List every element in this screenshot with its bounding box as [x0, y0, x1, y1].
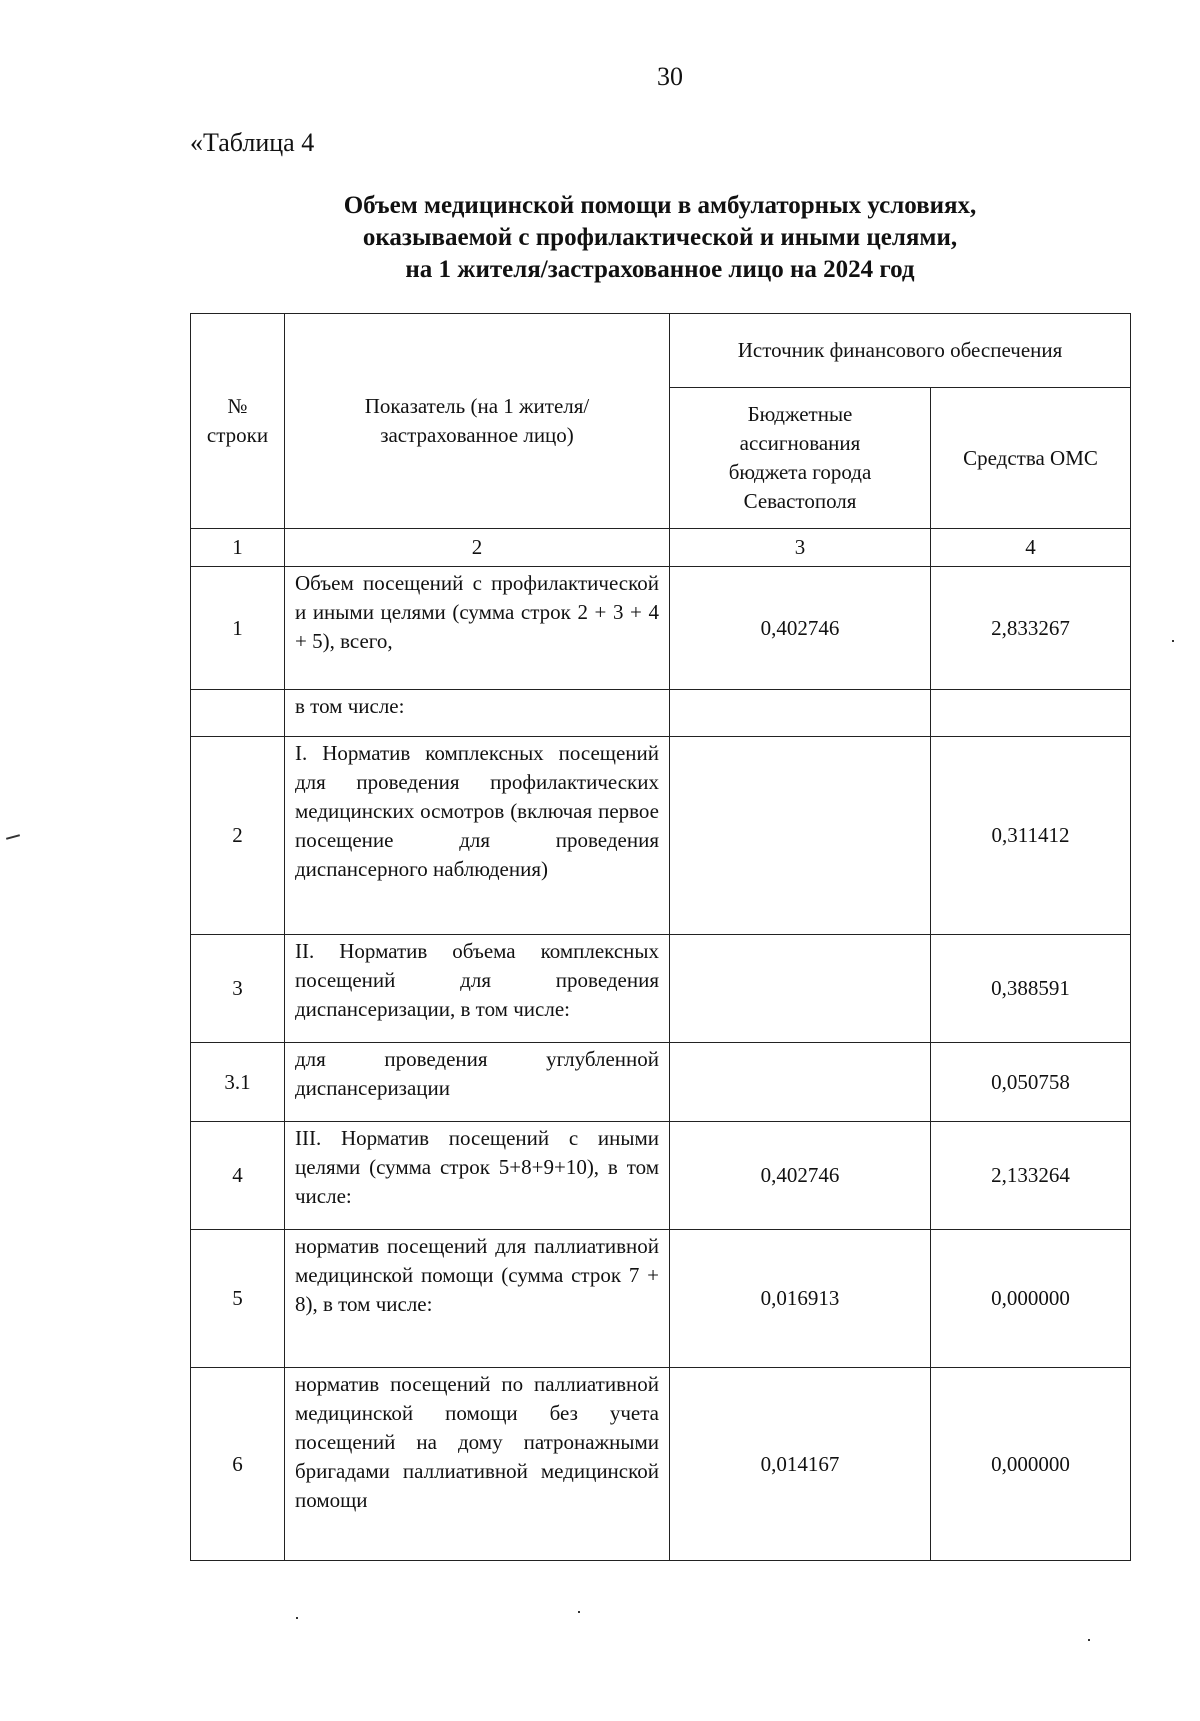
row-oms-value: 0,388591 — [931, 935, 1131, 1043]
row-number: 3.1 — [191, 1043, 285, 1122]
volume-table — [190, 313, 1131, 1561]
header-row-number: № строки — [191, 314, 285, 529]
row-number: 5 — [191, 1230, 285, 1368]
row-oms-value: 2,133264 — [931, 1122, 1131, 1230]
row-budget-value — [670, 935, 931, 1043]
table-label: «Таблица 4 — [190, 128, 315, 157]
table-row — [191, 567, 1131, 690]
column-number-1: 1 — [191, 529, 285, 567]
row-indicator: в том числе: — [285, 690, 670, 737]
row-number — [191, 690, 285, 737]
table-row — [191, 935, 1131, 1043]
row-budget-value — [670, 690, 931, 737]
document-title — [190, 190, 1130, 286]
header-row-1 — [191, 314, 1131, 388]
row-oms-value: 2,833267 — [931, 567, 1131, 690]
column-number-row — [191, 529, 1131, 567]
row-oms-value — [931, 690, 1131, 737]
row-indicator: III. Норматив посещений с иными целями (сумма строк 5+8+9+10), в том числе: — [285, 1122, 670, 1230]
scan-speck — [296, 1617, 298, 1619]
row-indicator: Объем посещений с профилактической и иными целями (сумма строк 2 + 3 + 4 + 5), всего, — [285, 567, 670, 690]
row-indicator: I. Норматив комплексных посещений для проведения профилактических медицинских осмотров (включая первое посещение для проведения диспансерного наблюдения) — [285, 737, 670, 935]
row-indicator: для проведения углубленной диспансеризации — [285, 1043, 670, 1122]
scan-speck — [1088, 1639, 1090, 1641]
table-row — [191, 1122, 1131, 1230]
row-budget-value: 0,402746 — [670, 567, 931, 690]
row-oms-value: 0,311412 — [931, 737, 1131, 935]
header-oms: Средства ОМС — [931, 388, 1131, 529]
column-number-2: 2 — [285, 529, 670, 567]
row-budget-value: 0,014167 — [670, 1368, 931, 1561]
title-line-2: оказываемой с профилактической и иными целями, — [362, 224, 958, 251]
table-row — [191, 737, 1131, 935]
row-number: 2 — [191, 737, 285, 935]
table-row — [191, 1230, 1131, 1368]
header-budget: Бюджетные ассигнования бюджета города Севастополя — [670, 388, 931, 529]
row-oms-value: 0,000000 — [931, 1230, 1131, 1368]
table-row — [191, 1043, 1131, 1122]
row-budget-value — [670, 1043, 931, 1122]
scan-speck — [1172, 640, 1174, 642]
page-number: 30 — [657, 62, 683, 91]
row-budget-value: 0,016913 — [670, 1230, 931, 1368]
title-line-3: на 1 жителя/застрахованное лицо на 2024 год — [405, 256, 915, 283]
scan-speck — [578, 1611, 580, 1613]
header-indicator: Показатель (на 1 жителя/застрахованное лицо) — [285, 314, 670, 529]
row-number: 4 — [191, 1122, 285, 1230]
table-row — [191, 1368, 1131, 1561]
header-funding-source: Источник финансового обеспечения — [670, 314, 1131, 388]
row-number: 3 — [191, 935, 285, 1043]
row-indicator: II. Норматив объема комплексных посещений для проведения диспансеризации, в том числе: — [285, 935, 670, 1043]
row-indicator: норматив посещений по паллиативной медицинской помощи без учета посещений на дому патронажными бригадами паллиативной медицинской помощи — [285, 1368, 670, 1561]
column-number-4: 4 — [931, 529, 1131, 567]
column-number-3: 3 — [670, 529, 931, 567]
table-row — [191, 690, 1131, 737]
row-budget-value: 0,402746 — [670, 1122, 931, 1230]
row-number: 6 — [191, 1368, 285, 1561]
row-oms-value: 0,050758 — [931, 1043, 1131, 1122]
row-number: 1 — [191, 567, 285, 690]
row-budget-value — [670, 737, 931, 935]
row-indicator: норматив посещений для паллиативной медицинской помощи (сумма строк 7 + 8), в том числе: — [285, 1230, 670, 1368]
scan-speck — [6, 834, 20, 840]
title-line-1: Объем медицинской помощи в амбулаторных условиях, — [343, 192, 977, 219]
row-oms-value: 0,000000 — [931, 1368, 1131, 1561]
